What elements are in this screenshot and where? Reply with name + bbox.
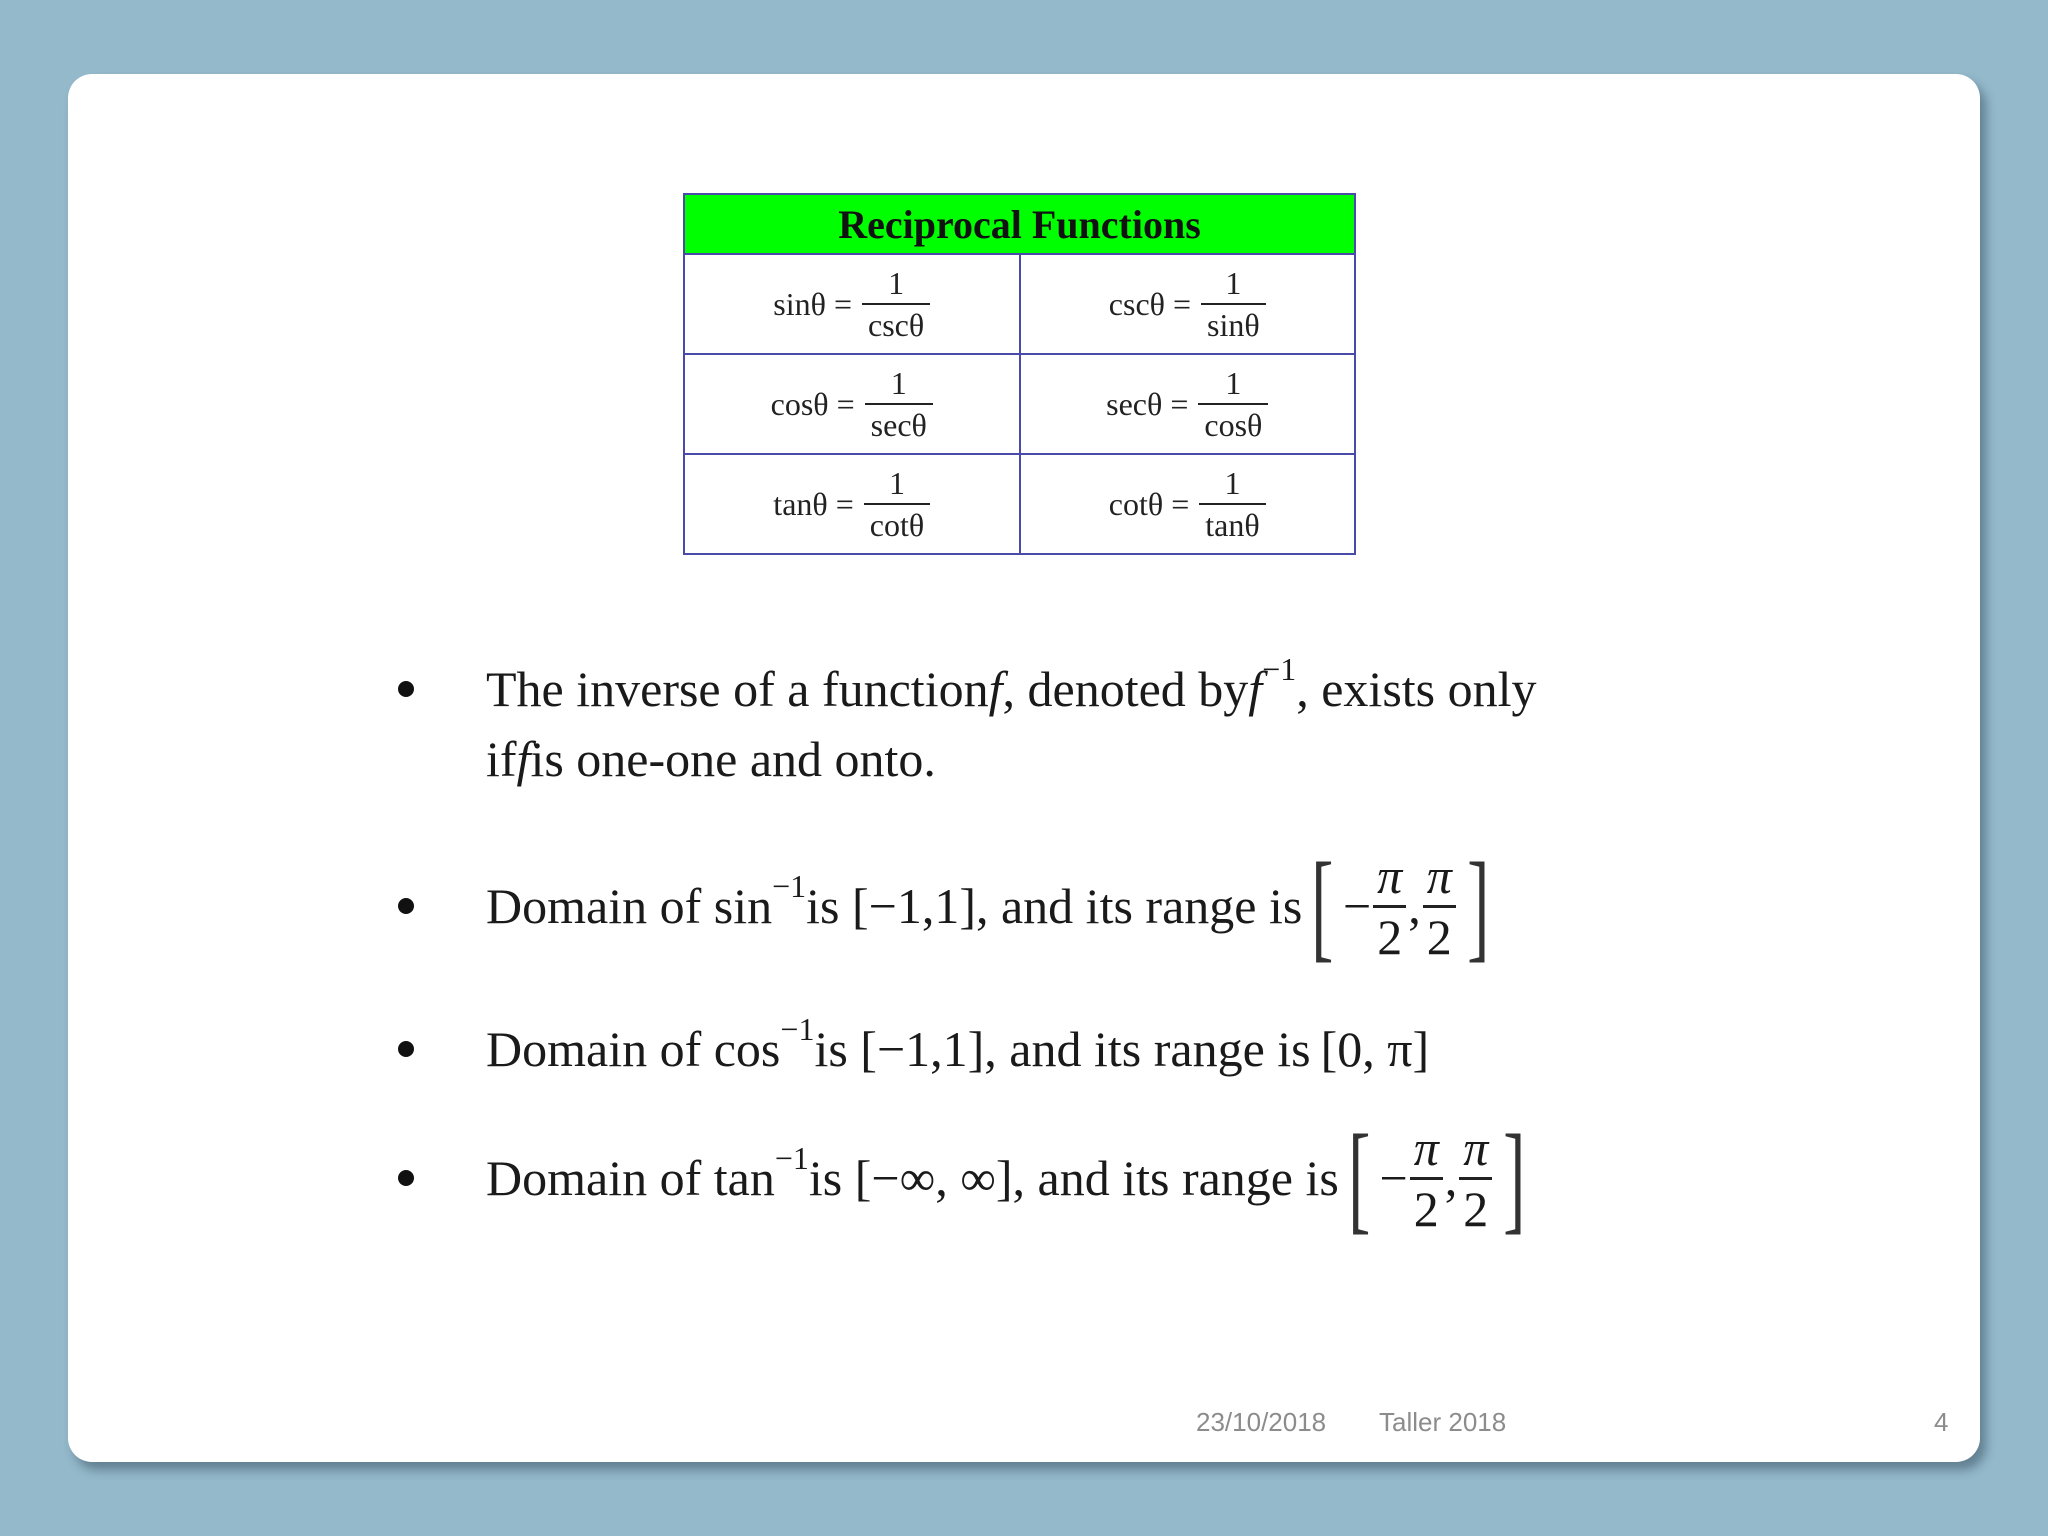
bullet-dot <box>398 898 414 914</box>
numerator: 1 <box>890 365 907 401</box>
text-run: Domain of tan <box>486 1150 775 1206</box>
list-item <box>398 1010 1798 1084</box>
numerator: 1 <box>888 265 905 301</box>
denominator: tanθ <box>1199 503 1265 545</box>
text-run: , denoted by <box>1002 661 1249 717</box>
denominator: cotθ <box>864 503 930 545</box>
bullet-dot <box>398 681 414 697</box>
bracket-close: ] <box>1503 1110 1526 1245</box>
list-item-continuation <box>398 724 1798 794</box>
text-run: Domain of sin <box>486 878 773 934</box>
superscript: −1 <box>1262 650 1297 687</box>
bullet-text <box>486 650 1537 724</box>
superscript: −1 <box>772 867 807 904</box>
comma: , <box>1408 878 1421 934</box>
numerator: π <box>1413 1119 1439 1176</box>
table-title: Reciprocal Functions <box>685 195 1354 255</box>
text-run: is [−1,1], and its range is <box>814 1021 1311 1077</box>
fraction <box>1373 847 1406 966</box>
math-var: f <box>988 661 1003 717</box>
numerator: 1 <box>888 465 905 501</box>
footer-date: 23/10/2018 <box>1196 1407 1327 1437</box>
denominator: 2 <box>1410 1177 1443 1238</box>
denominator: cscθ <box>862 303 930 345</box>
text-run: The inverse of a function <box>486 661 989 717</box>
text-run: is one-one and onto. <box>530 731 936 787</box>
bullet-text <box>486 836 1498 976</box>
minus-sign: − <box>1379 1150 1408 1206</box>
text-run: , exists only <box>1296 661 1537 717</box>
bullet-list <box>68 74 1980 1462</box>
denominator: 2 <box>1459 1177 1492 1238</box>
denominator: cosθ <box>1198 403 1268 445</box>
list-item <box>398 836 1798 976</box>
list-item <box>398 1108 1798 1248</box>
math-var: f <box>1248 661 1263 717</box>
list-item <box>398 650 1798 724</box>
formula-lhs: sinθ = <box>773 285 853 322</box>
fraction <box>1423 847 1456 966</box>
text-run: is [−∞, ∞], and its range is <box>808 1150 1339 1206</box>
formula-lhs: cosθ = <box>770 385 855 422</box>
numerator: 1 <box>1225 365 1242 401</box>
bracket-open: [ <box>1311 838 1334 973</box>
math-var: f <box>516 731 531 787</box>
footer-page-number: 4 <box>1934 1407 1949 1437</box>
fraction <box>1410 1119 1443 1238</box>
formula-lhs: cscθ = <box>1108 285 1192 322</box>
text-run: if <box>486 731 517 787</box>
numerator: π <box>1463 1119 1489 1176</box>
bullet-dot <box>398 1170 414 1186</box>
bullet-text <box>486 1108 1535 1248</box>
slide <box>68 74 1980 1462</box>
numerator: π <box>1377 847 1403 904</box>
bracket-close: ] <box>1466 838 1490 973</box>
bullet-text <box>486 724 936 794</box>
text-run: Domain of cos <box>486 1021 781 1077</box>
comma: , <box>1444 1150 1458 1206</box>
minus-sign: − <box>1342 878 1372 934</box>
denominator: sinθ <box>1201 303 1266 345</box>
numerator: 1 <box>1225 265 1242 301</box>
numerator: 1 <box>1224 465 1241 501</box>
footer-event: Taller 2018 <box>1379 1407 1507 1437</box>
superscript: −1 <box>774 1139 809 1176</box>
denominator: 2 <box>1373 905 1406 966</box>
range-value: [0, π] <box>1320 1021 1430 1077</box>
fraction <box>1459 1119 1492 1238</box>
formula-lhs: tanθ = <box>773 485 854 522</box>
denominator: secθ <box>865 403 933 445</box>
bullet-text <box>486 1010 1430 1084</box>
formula-lhs: secθ = <box>1106 385 1189 422</box>
numerator: π <box>1426 847 1452 904</box>
superscript: −1 <box>780 1010 815 1047</box>
bullet-dot <box>398 1041 414 1057</box>
bracket-open: [ <box>1347 1110 1371 1245</box>
text-run: is [−1,1], and its range is <box>806 878 1303 934</box>
denominator: 2 <box>1423 905 1456 966</box>
formula-lhs: cotθ = <box>1108 485 1190 522</box>
